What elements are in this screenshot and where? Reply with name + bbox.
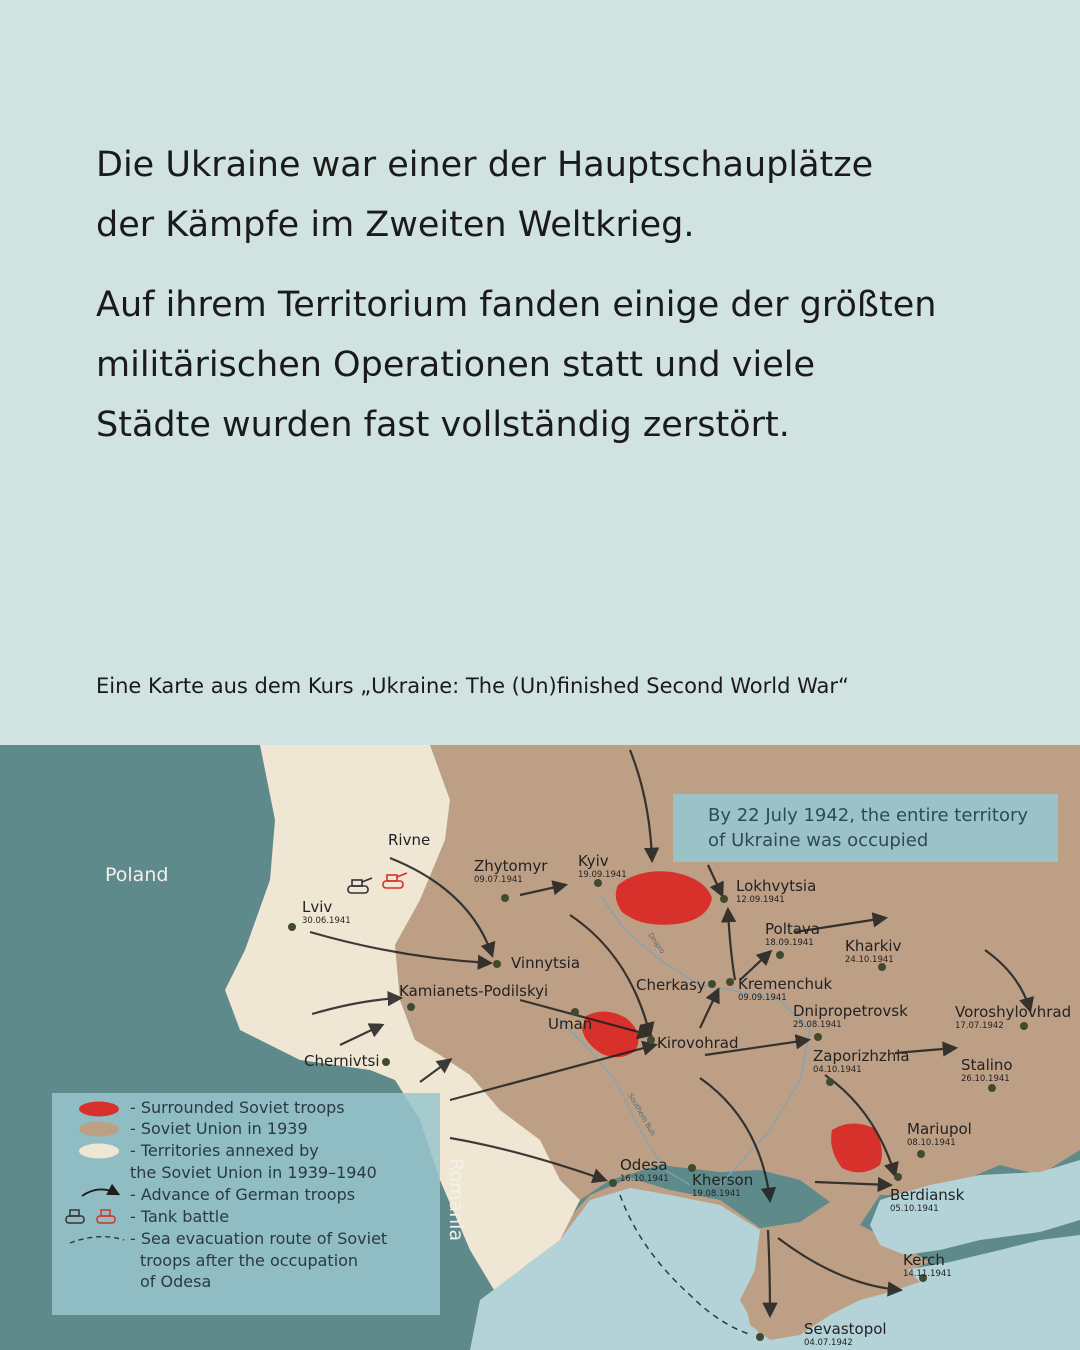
city-label-berdiansk: Berdiansk [890,1186,965,1204]
map-legend [52,1093,440,1315]
city-dot-kyiv [594,879,602,887]
river-label-dnipro: Dnipro [646,931,667,956]
city-date-lviv: 30.06.1941 [302,916,351,926]
city-dot-sevastopol [756,1333,764,1341]
city-label-uman: Uman [548,1015,593,1033]
city-label-kherson: Kherson [692,1171,754,1189]
city-label-rivne: Rivne [388,831,431,849]
city-dot-lviv [288,923,296,931]
city-label-voroshylovhrad: Voroshylovhrad [955,1003,1072,1021]
city-label-kharkiv: Kharkiv [845,937,902,955]
region-label-romania: Romania [445,1158,467,1242]
city-label-zhytomyr: Zhytomyr [474,857,548,875]
city-label-lokhvytsia: Lokhvytsia [736,877,817,895]
legend-evac-2: troops after the occupation [140,1251,359,1270]
city-dot-poltava [776,951,784,959]
city-date-zaporizhzhia: 04.10.1941 [813,1065,862,1075]
city-date-stalino: 26.10.1941 [961,1074,1010,1084]
ukraine-ww2-map [0,745,1080,1350]
legend-annexed-1: - Territories annexed by [130,1141,319,1160]
occupation-note-line2: of Ukraine was occupied [708,830,929,851]
city-date-berdiansk: 05.10.1941 [890,1204,939,1214]
city-label-kirovohrad: Kirovohrad [657,1034,739,1052]
city-date-odesa: 16.10.1941 [620,1174,669,1184]
city-dot-lokhvytsia [720,895,728,903]
legend-soviet-1939: - Soviet Union in 1939 [130,1119,308,1138]
city-date-kerch: 14.11.1941 [903,1269,952,1279]
city-date-voroshylovhrad: 17.07.1942 [955,1021,1004,1031]
city-label-zaporizhzhia: Zaporizhzhia [813,1047,910,1065]
city-label-kerch: Kerch [903,1251,945,1269]
city-date-mariupol: 08.10.1941 [907,1138,956,1148]
city-date-dnipropetrovsk: 25.08.1941 [793,1020,842,1030]
legend-swatch-surrounded [79,1102,119,1117]
city-label-vinnytsia: Vinnytsia [511,954,581,972]
city-dot-odesa [609,1179,617,1187]
city-date-kherson: 19.08.1941 [692,1189,741,1199]
legend-advance: - Advance of German troops [130,1185,356,1204]
city-date-kremenchuk: 09.09.1941 [738,993,787,1003]
city-dot-cherkasy [708,980,716,988]
city-label-kamianets-podilskyi: Kamianets-Podilskyi [399,982,549,1000]
city-label-cherkasy: Cherkasy [636,976,706,994]
city-dot-kremenchuk [726,978,734,986]
city-date-zhytomyr: 09.07.1941 [474,875,523,885]
city-label-poltava: Poltava [765,920,820,938]
city-dot-zhytomyr [501,894,509,902]
city-label-dnipropetrovsk: Dnipropetrovsk [793,1002,908,1020]
intro-text: Die Ukraine war einer der Hauptschauplätze der Kämpfe im Zweiten Weltkrieg. [96,145,874,245]
city-date-kharkiv: 24.10.1941 [845,955,894,965]
city-label-kyiv: Kyiv [578,852,609,870]
city-dot-chernivtsi [382,1058,390,1066]
city-label-sevastopol: Sevastopol [804,1320,887,1338]
occupation-note-line1: By 22 July 1942, the entire territory [708,805,1029,826]
legend-tank: - Tank battle [130,1207,230,1226]
legend-swatch-soviet [79,1122,119,1137]
city-date-lokhvytsia: 12.09.1941 [736,895,785,905]
city-date-poltava: 18.09.1941 [765,938,814,948]
city-label-kremenchuk: Kremenchuk [738,975,833,993]
legend-annexed-2: the Soviet Union in 1939–1940 [130,1163,377,1182]
city-date-sevastopol: 04.07.1942 [804,1338,853,1348]
city-label-mariupol: Mariupol [907,1120,972,1138]
legend-swatch-annexed [79,1144,119,1159]
city-dot-stalino [988,1084,996,1092]
legend-surrounded: - Surrounded Soviet troops [130,1098,345,1117]
city-label-stalino: Stalino [961,1056,1013,1074]
city-dot-kamianets-podilskyi [407,1003,415,1011]
map-caption: Eine Karte aus dem Kurs „Ukraine: The (Un)finished Second World War“ [96,674,849,698]
city-label-lviv: Lviv [302,898,333,916]
legend-evac-1: - Sea evacuation route of Soviet [130,1229,388,1248]
city-label-odesa: Odesa [620,1156,668,1174]
city-dot-voroshylovhrad [1020,1022,1028,1030]
legend-evac-3: of Odesa [140,1272,212,1291]
city-dot-berdiansk [894,1173,902,1181]
city-dot-mariupol [917,1150,925,1158]
city-date-kyiv: 19.09.1941 [578,870,627,880]
city-dot-dnipropetrovsk [814,1033,822,1041]
detail-text: Auf ihrem Territorium fanden einige der größten militärischen Operationen statt und viele Städte wurden fast vollständig zerstört. [96,285,937,445]
river-label-southern-buh: Southern Buh [626,1092,658,1138]
city-dot-vinnytsia [493,960,501,968]
region-label-poland: Poland [105,864,169,886]
city-dot-zaporizhzhia [826,1078,834,1086]
city-dot-kirovohrad [647,1036,655,1044]
city-label-chernivtsi: Chernivtsi [304,1052,380,1070]
